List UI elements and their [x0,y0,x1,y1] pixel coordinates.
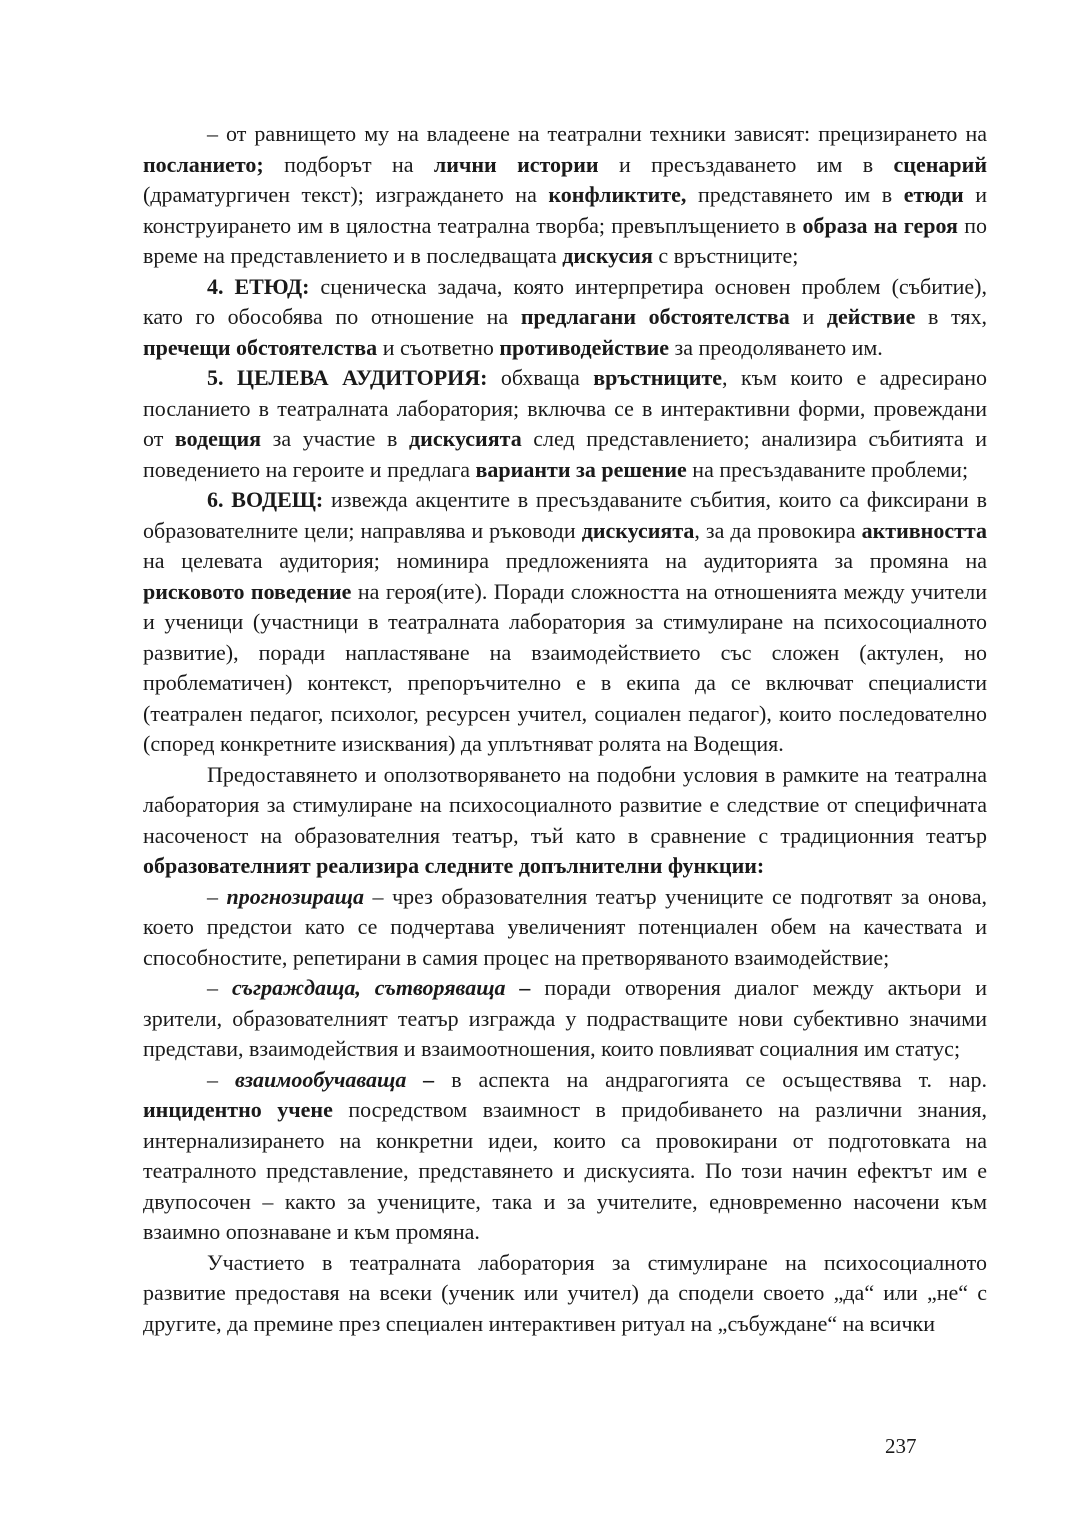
bold-text-run: лични истории [433,151,599,177]
text-run: на пресъздаваните проблеми; [686,456,969,482]
bold-italic-text-run: съграждаща, сътворяваща – [231,975,531,1000]
bold-italic-text-run: взаимообучаваща – [234,1066,435,1092]
bold-text-run: образователният реализира следните допълнителни функции: [143,853,765,878]
paragraph-host [143,485,987,760]
text-run: на целевата аудитория; номинира предложенията на аудиторията за промяна на [143,548,987,573]
page-number: 237 [885,1434,917,1458]
bold-text-run: конфликтите, [548,182,687,207]
bold-text-run: инцидентно учене [143,1097,333,1122]
bold-text-run: 6. ВОДЕЩ: [207,487,324,512]
bold-text-run: посланието; [143,151,264,177]
bold-text-run: 5. ЦЕЛЕВА АУДИТОРИЯ: [207,365,488,390]
bold-text-run: водещия [174,426,262,451]
text-run: на героя(ите). Поради сложността на отношенията между учители и ученици (участници в театралната лаборатория за стимулиране на психосоциалното развитие), поради напластяване на взаимодействието със сложен (актулен, но проблематичен) контекст, препоръчително е в екипа да се включват специалисти (театрален педагог, психолог, ресурсен учител, социален педагог), които последователно (според конкретните изисквания) да уплътняват ролята на Водещия. [143,578,987,756]
paragraph-function-mutual-learning [143,1065,987,1248]
bold-text-run: етюди [903,182,964,207]
text-run: и конструирането им в цялостна театрална творба; превъплъщението в [143,182,988,238]
bold-text-run: дискусията [581,517,695,543]
text-run: – [207,883,227,909]
text-run: обхваща [487,365,594,390]
text-run: и [789,304,827,329]
bold-text-run: 4. ЕТЮД: [207,273,310,299]
bold-text-run: противодействие [499,334,670,360]
text-run: сценическа задача, която интерпретира основен проблем (събитие), като го обособява по отношение на [143,273,987,329]
paragraph-target-audience [143,363,987,485]
text-run: – от равнището му на владеене на театрални техники зависят: прецизирането на [207,121,987,146]
text-run: подборът на [263,151,434,177]
text-run: – чрез образователния театър учениците се подготвят за онова, което предстои като се подчертава увеличеният потенциален обем на качествата и способностите, репетирани в самия процес на претворяваното взаимодействие; [143,883,987,970]
paragraph-functions-intro [143,760,987,882]
body-text [143,119,987,1339]
paragraph-etude [143,272,987,364]
bold-text-run: дискусия [562,243,653,268]
paragraph-participation [143,1248,987,1340]
bold-text-run: дискусията [409,426,522,451]
paragraph-function-prognostic [143,882,987,974]
bold-text-run: активността [861,517,987,543]
text-run: след представлението; анализира събитията и поведението на героите и предлага [143,426,987,482]
text-run: (драматургичен текст); изграждането на [143,182,549,207]
text-run: – [207,975,232,1000]
text-run: извежда акцентите в пресъздаваните събития, които са фиксирани в образователните цели; направлява и ръководи [143,487,987,543]
paragraph-techniques [143,119,987,272]
bold-text-run: образа на героя [802,212,958,238]
text-run: в аспекта на андрагогията се осъществява т. нар. [434,1066,988,1092]
text-run: по време на представлението и в последващата [143,212,987,268]
text-run: представянето им в [686,182,904,207]
bold-text-run: сценарий [893,151,988,177]
paragraph-function-constructive [143,973,987,1065]
bold-text-run: варианти за решение [475,456,687,482]
text-run: Участието в театралната лаборатория за стимулиране на психосоциалното развитие предоставя на всеки (ученик или учител) да сподели своето „да“ или „не“ с другите, да премине през специален интерактивен ритуал на „събуждане“ на всички [143,1249,987,1336]
text-run: Предоставянето и оползотворяването на подобни условия в рамките на театрална лаборатория за стимулиране на психосоциалното развитие е следствие от специфичната насоченост на образователния театър, тъй като в сравнение с традиционния театър [143,761,987,848]
bold-text-run: връстниците [593,365,723,390]
bold-text-run: действие [826,304,916,329]
bold-italic-text-run: прогнозираща [226,883,364,909]
text-run: и пресъздаването им в [598,151,894,177]
text-run: – [207,1066,235,1092]
text-run: в тях, [915,304,987,329]
text-run: за преодоляването им. [669,334,883,360]
text-run: , към които е адресирано посланието в театралната лаборатория; включва се в интерактивни форми, провеждани от [143,365,987,451]
bold-text-run: рисковото поведение [143,578,352,604]
text-run: поради отворения диалог между актьори и зрители, образователният театър изгражда у подрастващите нови субективно значими представи, взаимодействия и взаимоотношения, които повлияват социалния им статус; [143,975,988,1061]
text-run: с връстниците; [652,243,799,268]
text-run: посредством взаимност в придобиването на различни знания, интернализирането на конкретни идеи, които са провокирани от подготовката на театралното представление, представянето и дискусията. По този начин ефектът им е двупосочен – както за учениците, така и за учителите, едновременно насочени към взаимно опознаване и към промяна. [143,1097,987,1244]
text-run: , за да провокира [694,517,862,543]
bold-text-run: пречещи обстоятелства [143,334,378,360]
bold-text-run: предлагани обстоятелства [520,304,790,329]
text-run: и съответно [377,334,500,360]
text-run: за участие в [261,426,410,451]
